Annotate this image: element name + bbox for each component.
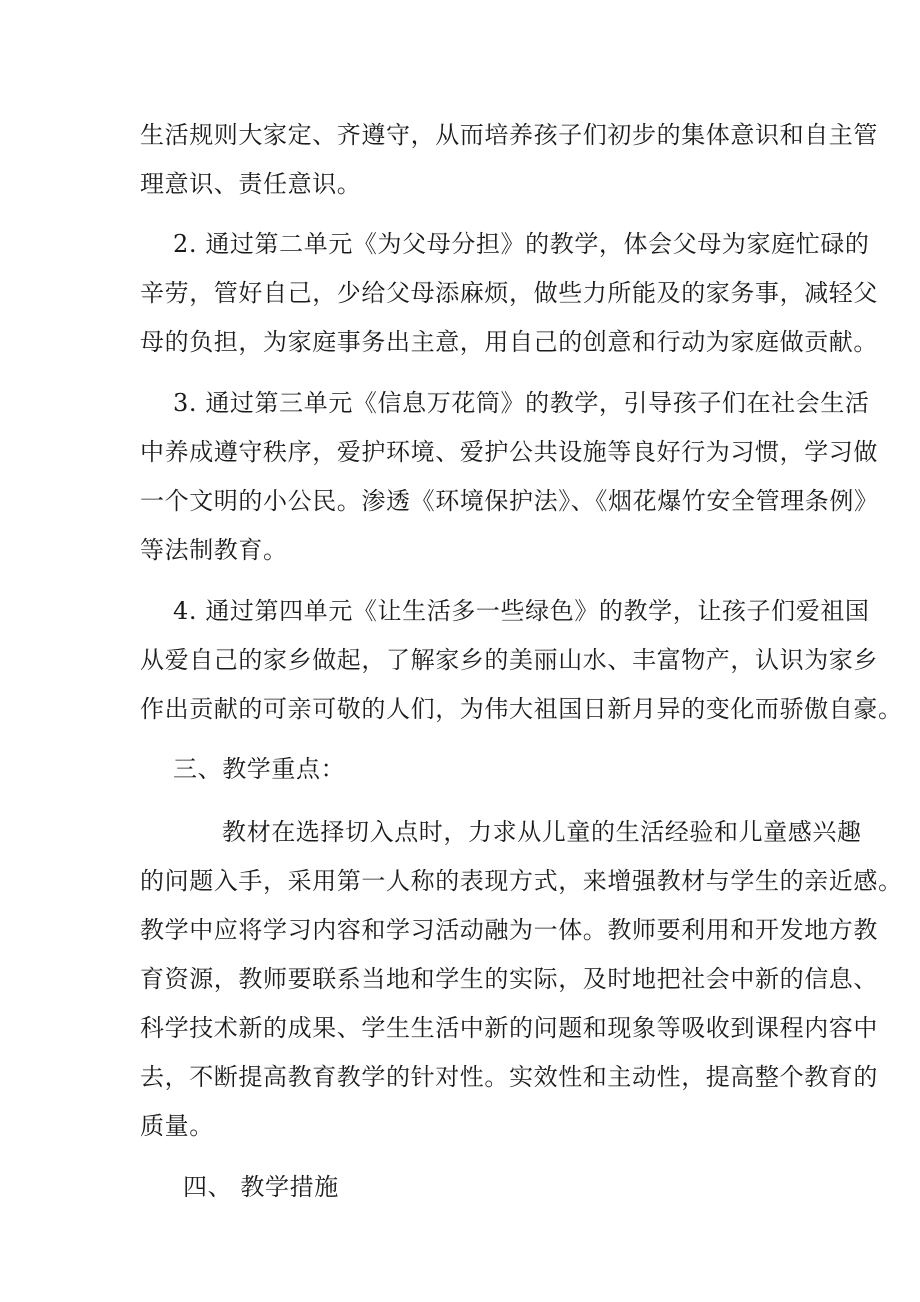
- paragraph-2-line-1: 2. 通过第二单元《为父母分担》的教学，体会父母为家庭忙碌的: [173, 230, 870, 258]
- paragraph-1-line-1: 生活规则大家定、齐遵守，从而培养孩子们初步的集体意识和自主管: [140, 121, 878, 149]
- section-heading-measures: 四、 教学措施: [183, 1173, 339, 1201]
- paragraph-4-line-1: 4. 通过第四单元《让生活多一些绿色》的教学，让孩子们爱祖国: [173, 597, 870, 625]
- paragraph-6-line-7: 质量。: [140, 1112, 214, 1140]
- paragraph-6-line-5: 科学技术新的成果、学生生活中新的问题和现象等吸收到课程内容中: [140, 1014, 878, 1042]
- paragraph-6-line-1: 教材在选择切入点时，力求从儿童的生活经验和儿童感兴趣: [222, 818, 862, 846]
- paragraph-3-line-2: 中养成遵守秩序，爱护环境、爱护公共设施等良好行为习惯，学习做: [140, 438, 878, 466]
- paragraph-3-line-1: 3. 通过第三单元《信息万花筒》的教学，引导孩子们在社会生活: [173, 389, 870, 417]
- paragraph-6-line-3: 教学中应将学习内容和学习活动融为一体。教师要利用和开发地方教: [140, 916, 878, 944]
- paragraph-4-line-3: 作出贡献的可亲可敬的人们，为伟大祖国日新月异的变化而骄傲自豪。: [140, 695, 903, 723]
- paragraph-2-line-3: 母的负担，为家庭事务出主意，用自己的创意和行动为家庭做贡献。: [140, 328, 878, 356]
- paragraph-2-line-2: 辛劳，管好自己，少给父母添麻烦，做些力所能及的家务事，减轻父: [140, 279, 878, 307]
- paragraph-3-line-3: 一个文明的小公民。渗透《环境保护法》、《烟花爆竹安全管理条例》: [140, 487, 879, 515]
- paragraph-6-line-2: 的问题入手，采用第一人称的表现方式，来增强教材与学生的亲近感。: [140, 867, 903, 895]
- paragraph-6-line-4: 育资源，教师要联系当地和学生的实际，及时地把社会中新的信息、: [140, 965, 878, 993]
- section-heading-key-points: 三、教学重点：: [173, 755, 346, 783]
- paragraph-3-line-4: 等法制教育。: [140, 536, 288, 564]
- paragraph-1-line-2: 理意识、责任意识。: [140, 170, 362, 198]
- paragraph-6-line-6: 去，不断提高教育教学的针对性。实效性和主动性，提高整个教育的: [140, 1063, 878, 1091]
- paragraph-4-line-2: 从爱自己的家乡做起，了解家乡的美丽山水、丰富物产，认识为家乡: [140, 646, 878, 674]
